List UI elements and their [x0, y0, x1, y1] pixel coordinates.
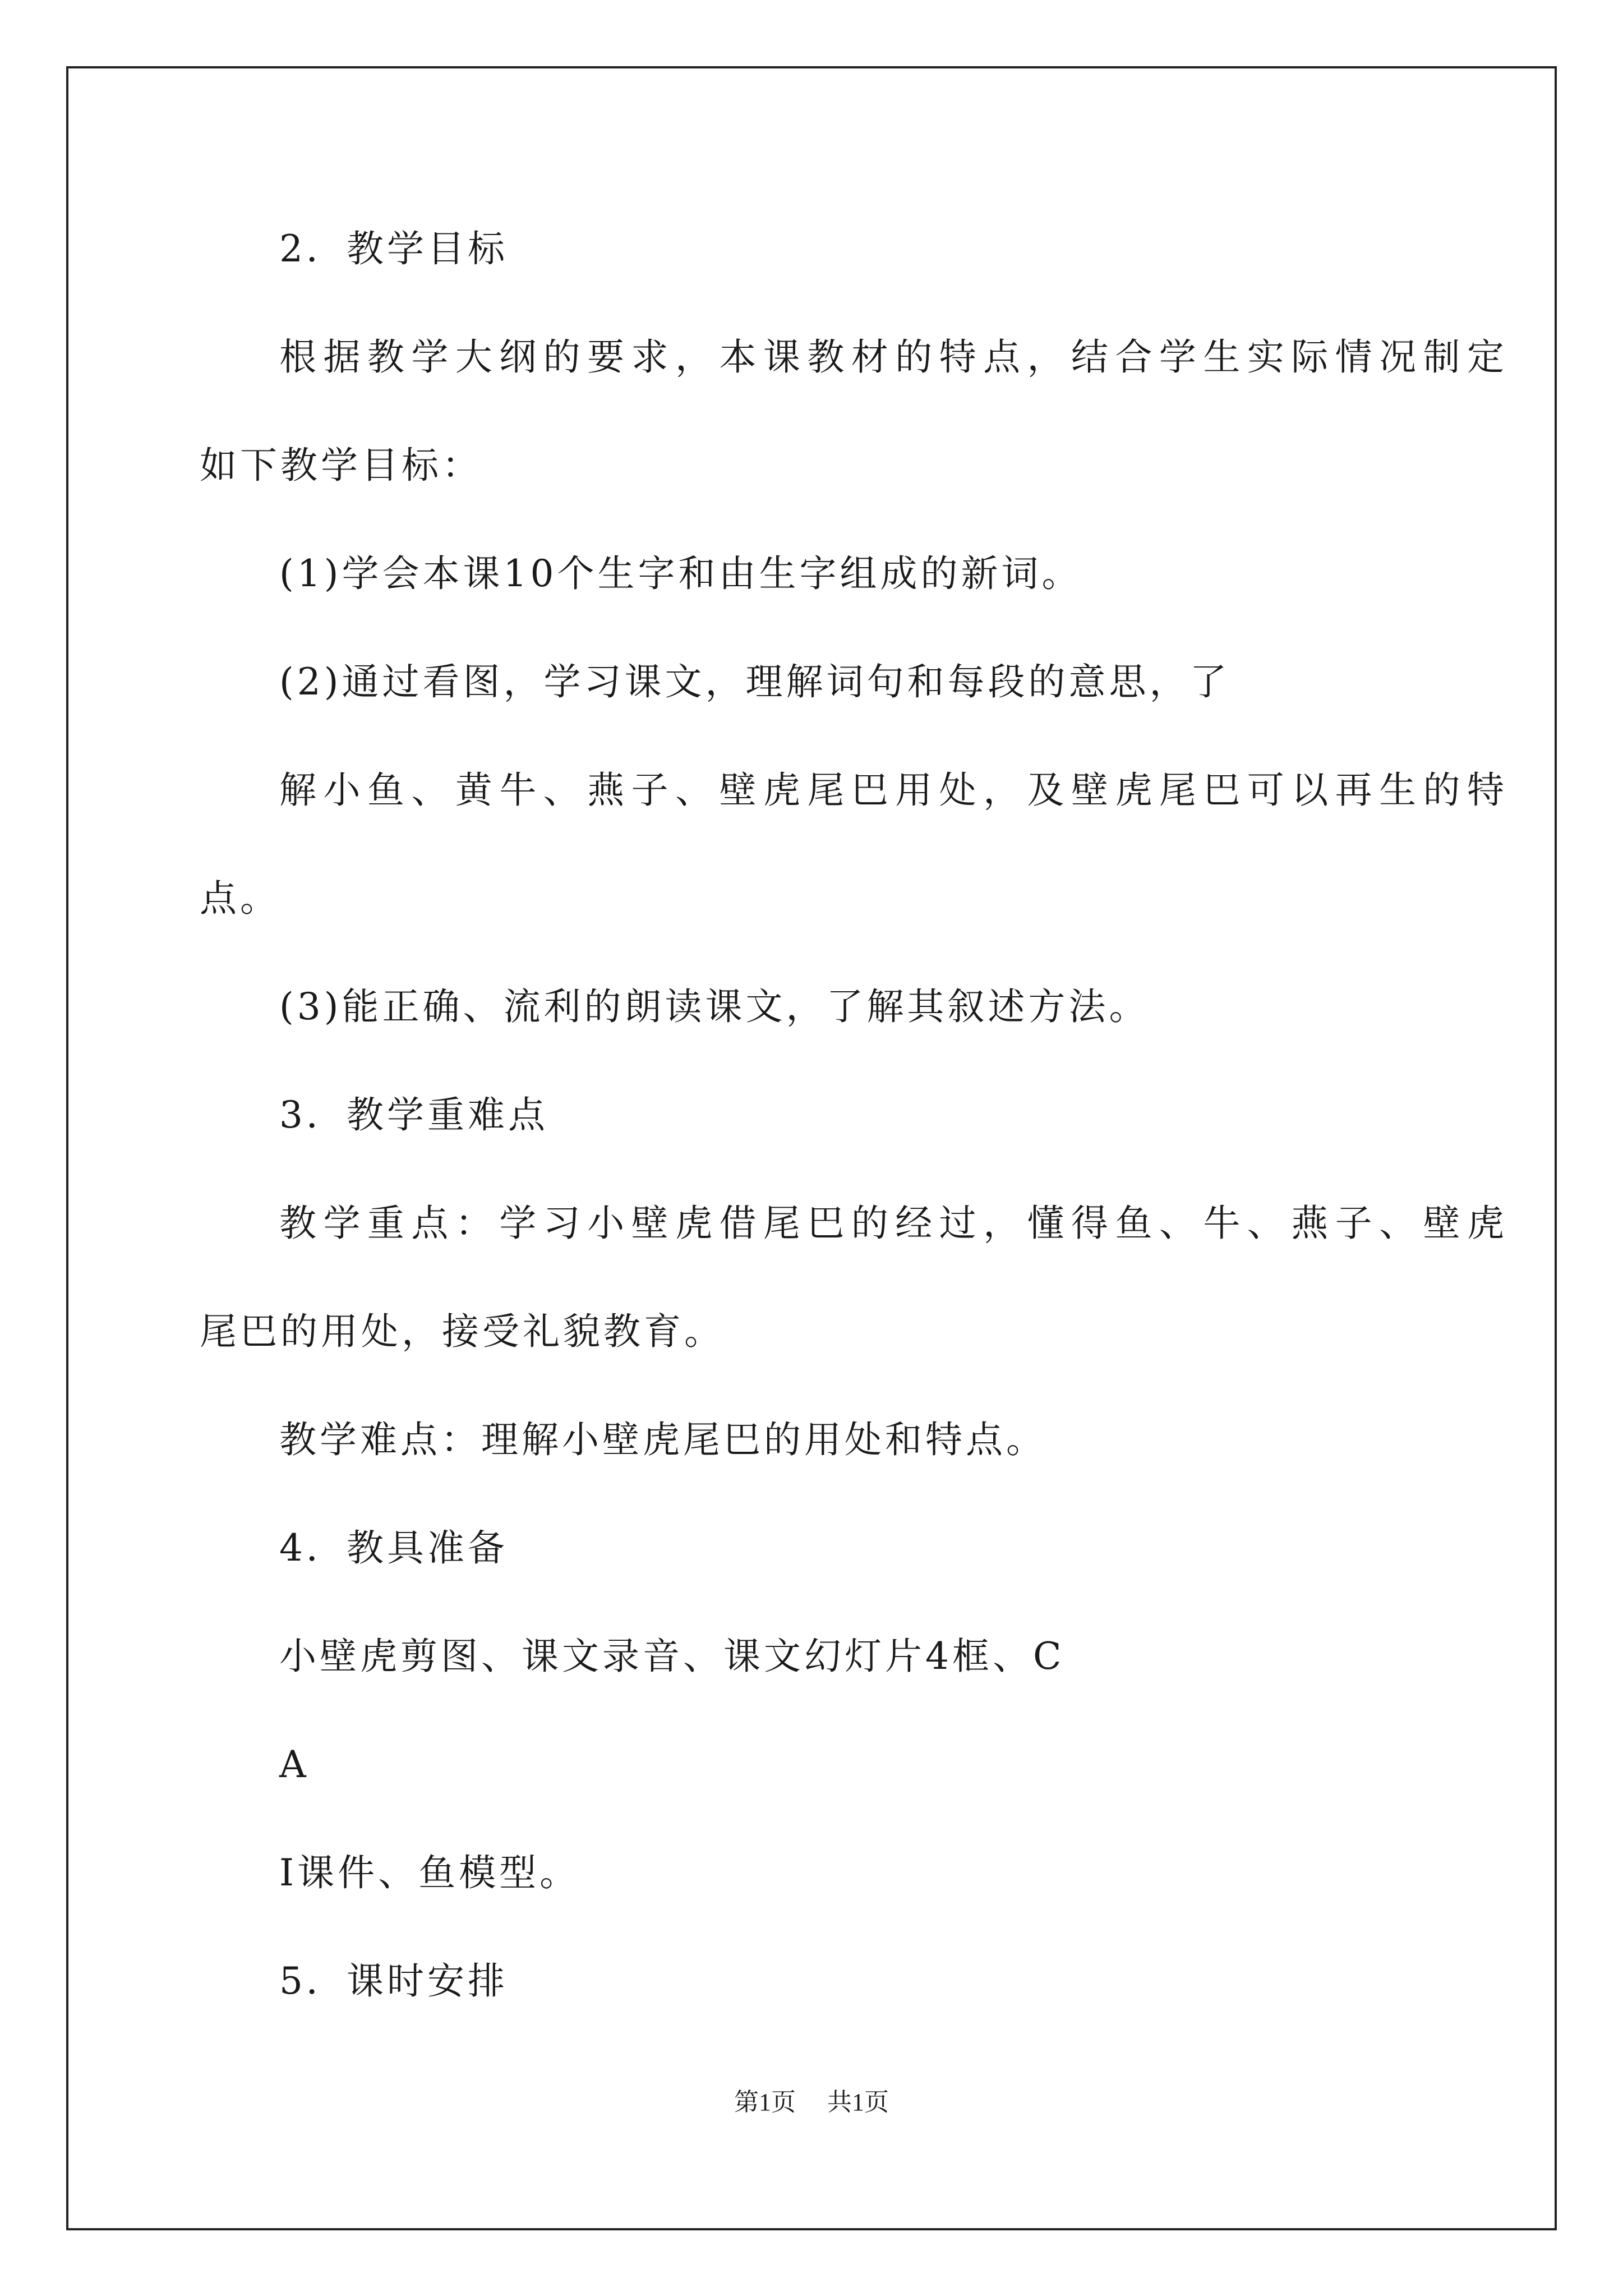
goal-item-1: (1)学会本课10个生字和由生字组成的新词。: [279, 552, 1082, 595]
teaching-aids-line2: A: [279, 1743, 310, 1786]
page-number-total: 共1页: [827, 2088, 889, 2116]
heading-teaching-aids: 4．教具准备: [279, 1526, 508, 1570]
paragraph-goals-intro-line2: 如下教学目标：: [200, 444, 482, 487]
heading-lesson-schedule: 5．课时安排: [279, 1959, 508, 2003]
goal-item-2-line2: 解小鱼、黄牛、燕子、壁虎尾巴用处，及壁虎尾巴可以再生的特: [279, 769, 1507, 812]
page-number-current: 第1页: [734, 2088, 796, 2116]
goal-item-2-line3: 点。: [200, 877, 280, 920]
goal-item-2-line1: (2)通过看图，学习课文，理解词句和每段的意思，了: [279, 660, 1230, 703]
key-point-line2: 尾巴的用处，接受礼貌教育。: [200, 1310, 725, 1353]
goal-item-3: (3)能正确、流利的朗读课文，了解其叙述方法。: [279, 985, 1150, 1028]
heading-teaching-goals: 2．教学目标: [279, 227, 508, 270]
teaching-aids-line3: I课件、鱼模型。: [279, 1851, 580, 1894]
page-footer: [0, 2087, 1623, 2118]
heading-key-difficult-points: 3．教学重难点: [279, 1093, 548, 1137]
key-point-line1: 教学重点：学习小壁虎借尾巴的经过，懂得鱼、牛、燕子、壁虎: [279, 1202, 1507, 1245]
paragraph-goals-intro-line1: 根据教学大纲的要求，本课教材的特点，结合学生实际情况制定: [279, 335, 1507, 379]
page-border: [66, 66, 1557, 2230]
teaching-aids-line1: 小壁虎剪图、课文录音、课文幻灯片4框、C: [279, 1635, 1065, 1678]
difficult-point: 教学难点：理解小壁虎尾巴的用处和特点。: [279, 1418, 1046, 1461]
